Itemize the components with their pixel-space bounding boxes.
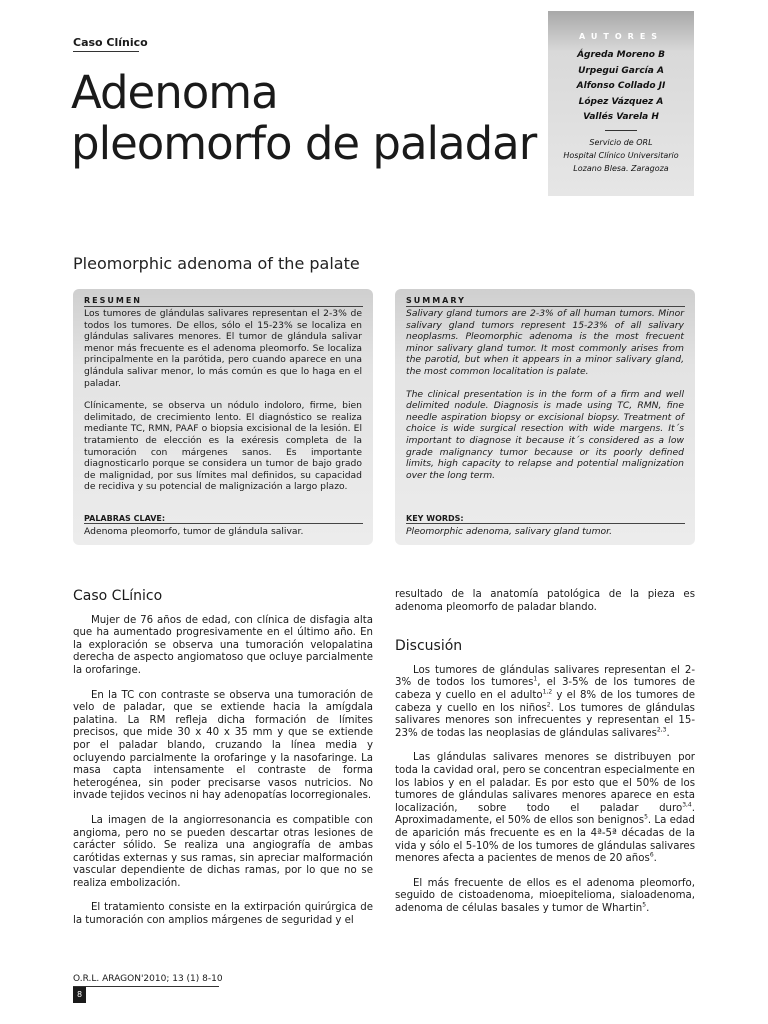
author-list bbox=[548, 48, 694, 126]
key-words-heading: KEY WORDS: bbox=[406, 514, 464, 523]
caso-clinico-heading: Caso CLínico bbox=[73, 588, 163, 604]
reference: 2,3 bbox=[656, 726, 667, 734]
right-column bbox=[395, 589, 695, 927]
body-paragraph: El tratamiento consiste en la extirpación quirúrgica de la tumoración con amplios márgenes de seguridad y el bbox=[73, 902, 373, 927]
summary-body bbox=[406, 308, 684, 492]
resumen-body bbox=[84, 308, 362, 504]
text-run: . bbox=[653, 853, 657, 865]
summary-rule bbox=[406, 306, 685, 307]
author-name: Urpegui García A bbox=[578, 65, 664, 76]
text-run: . La edad de aparición más frecuente es en la 4ª-5ª décadas de la vida y sólo el 5-10% de los tumores de glándulas salivares menores afecta a pacientes de menos de 20 años bbox=[395, 815, 696, 865]
resumen-rule bbox=[84, 306, 363, 307]
left-column bbox=[73, 590, 373, 940]
discusion-heading: Discusión bbox=[395, 638, 463, 655]
author-name: Ágreda Moreno B bbox=[577, 50, 665, 60]
resumen-box bbox=[73, 289, 373, 545]
body-paragraph bbox=[395, 665, 695, 741]
affiliation-line: Lozano Blesa. Zaragoza bbox=[573, 163, 669, 173]
section-label: Caso Clínico bbox=[73, 36, 148, 49]
palabras-clave: Adenoma pleomorfo, tumor de glándula salivar. bbox=[84, 526, 304, 537]
reference: 6 bbox=[649, 851, 654, 859]
authors-divider bbox=[605, 130, 637, 131]
palabras-clave-heading: PALABRAS CLAVE: bbox=[84, 514, 166, 523]
text-run: . bbox=[666, 727, 670, 739]
affiliation-line: Hospital Clínico Universitario bbox=[563, 150, 679, 160]
page-number: 8 bbox=[73, 987, 86, 1003]
reference: 3,4 bbox=[682, 801, 692, 809]
reference: 1,2 bbox=[542, 688, 553, 696]
resumen-paragraph: Los tumores de glándulas salivares representan el 2-3% de todos los tumores. De ellos, sólo el 15-23% se localiza en glándulas salivares menores. El tumor de glándula salivar menor más frecuente es el adenoma pleomorfo. Se localiza principalmente en la parótida, pero cuando aparece en una glándula salivar menor, lo más común es que lo haga en el paladar. bbox=[84, 308, 362, 389]
affiliation-line: Servicio de ORL bbox=[589, 137, 653, 147]
authors-box bbox=[548, 11, 694, 196]
reference: 5 bbox=[642, 901, 647, 909]
author-name: Vallés Varela H bbox=[583, 112, 659, 122]
resumen-paragraph: Clínicamente, se observa un nódulo indoloro, firme, bien delimitado, de crecimiento lento. El diagnóstico se realiza mediante TC, RMN, PAAF o biopsia excisional de la lesión. El tratamiento de elección es la exéresis completa de la tumoración con márgenes sanos. Es importante diagnosticarlo porque se considera un tumor de bajo grado de malignidad, por sus límites mal definidos, su capacidad de recidiva y su potencial de malignización a largo plazo. bbox=[84, 400, 362, 493]
author-name: Alfonso Collado JI bbox=[576, 81, 666, 91]
resumen-heading: RESUMEN bbox=[84, 296, 143, 305]
authors-heading: AUTORES bbox=[578, 32, 664, 41]
key-words: Pleomorphic adenoma, salivary gland tumor. bbox=[406, 526, 613, 537]
summary-paragraph: The clinical presentation is in the form of a firm and well delimited nodule. Diagnosis is made using TC, RMN, fine needle aspiration biopsy or excisional biopsy. Treatment of choice is wide surgical resection with wide margens. It´s important to diagnose it because it´s considered as a low grade malignancy tumor because or its poorly defined limits, high capacity to relapse and potential malignization over the long term. bbox=[406, 388, 684, 481]
reference: 1 bbox=[533, 675, 538, 683]
author-name: López Vázquez A bbox=[578, 96, 664, 107]
text-run: , el 3-5% de los tumores de cabeza y cuello en el adulto bbox=[395, 677, 695, 701]
text-run: Los tumores de glándulas salivares representan el 2-3% de todos los tumores bbox=[395, 664, 695, 689]
text-run: El más frecuente de ellos es el adenoma pleomorfo, seguido de cistoadenoma, mioepitelioma, sialoadenoma, adenoma de células basales y tumor de Whartin bbox=[395, 877, 695, 914]
body-paragraph bbox=[395, 878, 695, 916]
english-title: Pleomorphic adenoma of the palate bbox=[73, 254, 360, 273]
body-paragraph: La imagen de la angiorresonancia es compatible con angioma, pero no se pueden descartar otras lesiones de carácter sólido. Se realiza una angiografía de ambas carótidas externas y sus ramas, sin apreciar malformación vascular dependiente de dichas ramas, por lo que no se realiza embolización. bbox=[73, 814, 373, 889]
text-run: . bbox=[646, 902, 650, 914]
title-line-2: pleomorfo de paladar bbox=[71, 117, 537, 170]
summary-paragraph: Salivary gland tumors are 2-3% of all human tumors. Minor salivary gland tumors represent 15-23% of all salivary neoplasms. Pleomorphic adenoma is the most frecuent minor salivary gland tumor. It most commonly arises from the parotid, but when it appears in a minor salivary gland, the most common localitation is palate. bbox=[406, 308, 684, 377]
title-line-1: Adenoma bbox=[71, 66, 278, 119]
affiliation bbox=[548, 136, 694, 175]
text-run: . Los tumores de glándulas salivares menores son infrecuentes y representan el 15-23% de todas las neoplasias de glándulas salivares bbox=[395, 702, 695, 739]
body-paragraph-continuation: resultado de la anatomía patológica de la pieza es adenoma pleomorfo de paladar blando. bbox=[395, 589, 695, 613]
journal-citation: O.R.L. ARAGON'2010; 13 (1) 8-10 bbox=[73, 974, 223, 984]
body-paragraph: Mujer de 76 años de edad, con clínica de disfagia alta que ha aumentado progresivamente en el último año. En la exploración se observa una tumoración velopalatina derecha de aspecto angiomatoso que ocluye parcialmente la orofaringe. bbox=[73, 614, 373, 676]
text-run: Las glándulas salivares menores se distribuyen por toda la cavidad oral, pero se concentran especialmente en los labios y en el paladar. Es por esto que el 50% de los tumores de glándulas salivares menores aparece en esta localización, sobre todo el paladar duro bbox=[395, 752, 695, 814]
text-run: . Aproximadamente, el 50% de ellos son benignos bbox=[395, 802, 695, 827]
body-paragraph bbox=[395, 752, 695, 865]
reference: 5 bbox=[644, 813, 648, 821]
reference: 2 bbox=[546, 701, 551, 709]
footer-rule bbox=[73, 986, 219, 987]
text-run: y el 8% de los tumores de cabeza y cuello en los niños bbox=[395, 689, 695, 714]
body-paragraph: En la TC con contraste se observa una tumoración de velo de paladar, que se extiende hacia la amígdala palatina. La RM refleja dicha formación de límites precisos, que mide 30 x 40 x 35 mm y que se extiende por el paladar blando, cruzando la línea media y ocluyendo parcialmente la orofaringe y la nasofaringe. La masa capta intensamente el contraste de forma heterogénea, sin poder precisarse vasos nutricios. No invade tejidos vecinos ni hay adenopatías locorregionales. bbox=[73, 689, 373, 802]
summary-box bbox=[395, 289, 695, 545]
section-rule bbox=[73, 51, 139, 52]
summary-heading: SUMMARY bbox=[406, 296, 466, 305]
key-words-rule bbox=[406, 523, 685, 524]
palabras-clave-rule bbox=[84, 523, 363, 524]
article-title bbox=[71, 67, 536, 169]
